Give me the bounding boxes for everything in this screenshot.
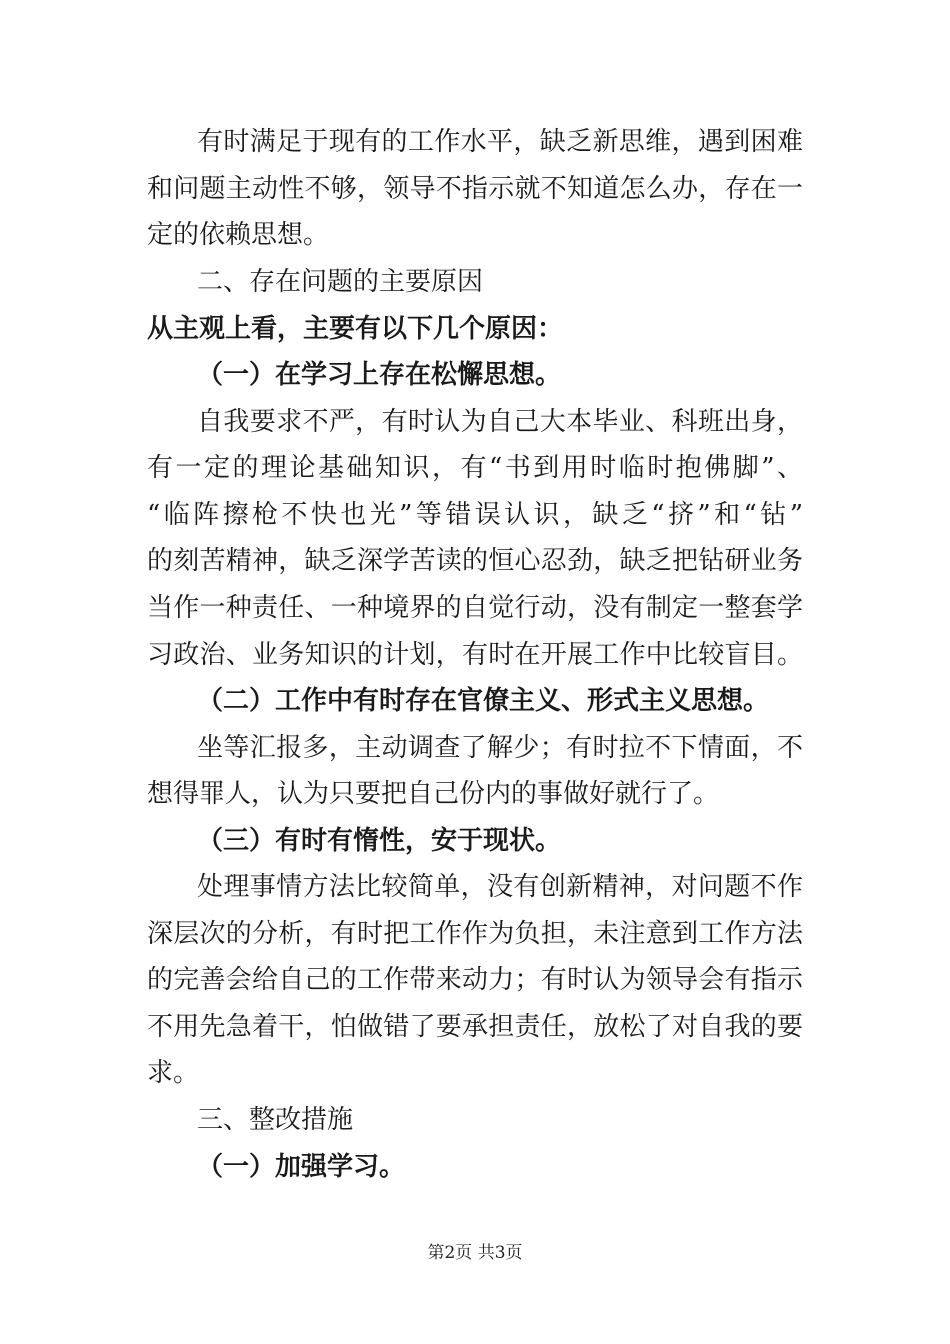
paragraph-line: 求。 bbox=[147, 1058, 200, 1088]
paragraph-line: 处理事情方法比较简单，没有创新精神，对问题不作 bbox=[197, 872, 803, 902]
paragraph-line: 的刻苦精神，缺乏深学苦读的恒心忍劲，缺乏把钻研业务 bbox=[147, 546, 803, 576]
subsection-heading: （一）在学习上存在松懈思想。 bbox=[197, 360, 562, 390]
subsection-heading: （三）有时有惰性，安于现状。 bbox=[197, 826, 562, 856]
paragraph-line: 不用先急着干，怕做错了要承担责任，放松了对自我的要 bbox=[147, 1012, 803, 1042]
paragraph-line: 有一定的理论基础知识，有“书到用时临时抱佛脚”、 bbox=[147, 453, 803, 483]
subsection-heading: （一）加强学习。 bbox=[197, 1152, 406, 1182]
section-heading: 二、存在问题的主要原因 bbox=[197, 267, 484, 297]
paragraph-line: 的完善会给自己的工作带来动力；有时认为领导会有指示 bbox=[147, 965, 803, 995]
paragraph-line: 定的依赖思想。 bbox=[147, 220, 330, 250]
paragraph-line: 想得罪人，认为只要把自己份内的事做好就行了。 bbox=[147, 779, 720, 809]
paragraph-line: 习政治、业务知识的计划，有时在开展工作中比较盲目。 bbox=[147, 640, 803, 670]
paragraph-line: 当作一种责任、一种境界的自觉行动，没有制定一整套学 bbox=[147, 593, 803, 623]
page-number-footer: 第2页 共3页 bbox=[427, 1243, 523, 1263]
paragraph-line: 深层次的分析，有时把工作作为负担，未注意到工作方法 bbox=[147, 919, 803, 949]
paragraph-line: 坐等汇报多，主动调查了解少；有时拉不下情面，不 bbox=[197, 733, 803, 763]
paragraph-line: “临阵擦枪不快也光”等错误认识，缺乏“挤”和“钻” bbox=[147, 500, 803, 530]
subsection-heading: （二）工作中有时存在官僚主义、形式主义思想。 bbox=[197, 686, 770, 716]
intro-line: 从主观上看，主要有以下几个原因： bbox=[147, 314, 564, 344]
paragraph-line: 自我要求不严，有时认为自己大本毕业、科班出身， bbox=[197, 407, 803, 437]
paragraph-line: 和问题主动性不够，领导不指示就不知道怎么办，存在一 bbox=[147, 174, 803, 204]
paragraph-line: 有时满足于现有的工作水平，缺乏新思维，遇到困难 bbox=[197, 127, 803, 157]
section-heading: 三、整改措施 bbox=[197, 1105, 354, 1135]
